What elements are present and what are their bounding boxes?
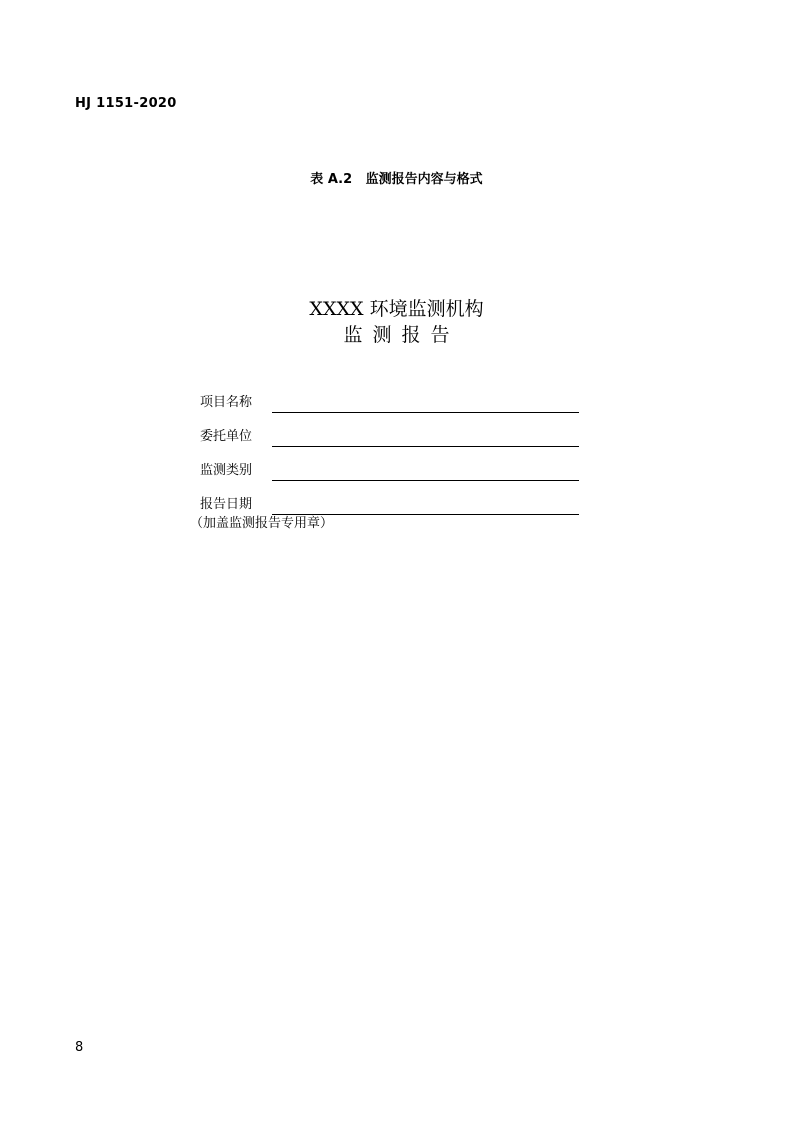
project-name-blank-line[interactable]	[272, 412, 579, 413]
field-row-project-name	[200, 393, 580, 413]
field-label: 报告日期	[200, 497, 253, 512]
stamp-note: （加盖监测报告专用章）	[190, 516, 334, 531]
monitoring-category-blank-line[interactable]	[272, 480, 579, 481]
client-unit-blank-line[interactable]	[272, 446, 579, 447]
report-title: XXXX 环境监测机构	[309, 298, 484, 320]
field-row-client-unit	[200, 427, 580, 447]
field-row-monitoring-category	[200, 461, 580, 481]
page-number: 8	[75, 1040, 84, 1055]
standard-code: HJ 1151-2020	[75, 96, 177, 111]
report-subtitle: 监测报告	[343, 324, 460, 346]
table-caption: 表 A.2 监测报告内容与格式	[310, 172, 483, 187]
field-row-report-date	[200, 495, 580, 515]
field-label: 委托单位	[200, 429, 253, 444]
field-label: 项目名称	[200, 395, 253, 410]
field-label: 监测类别	[200, 463, 253, 478]
